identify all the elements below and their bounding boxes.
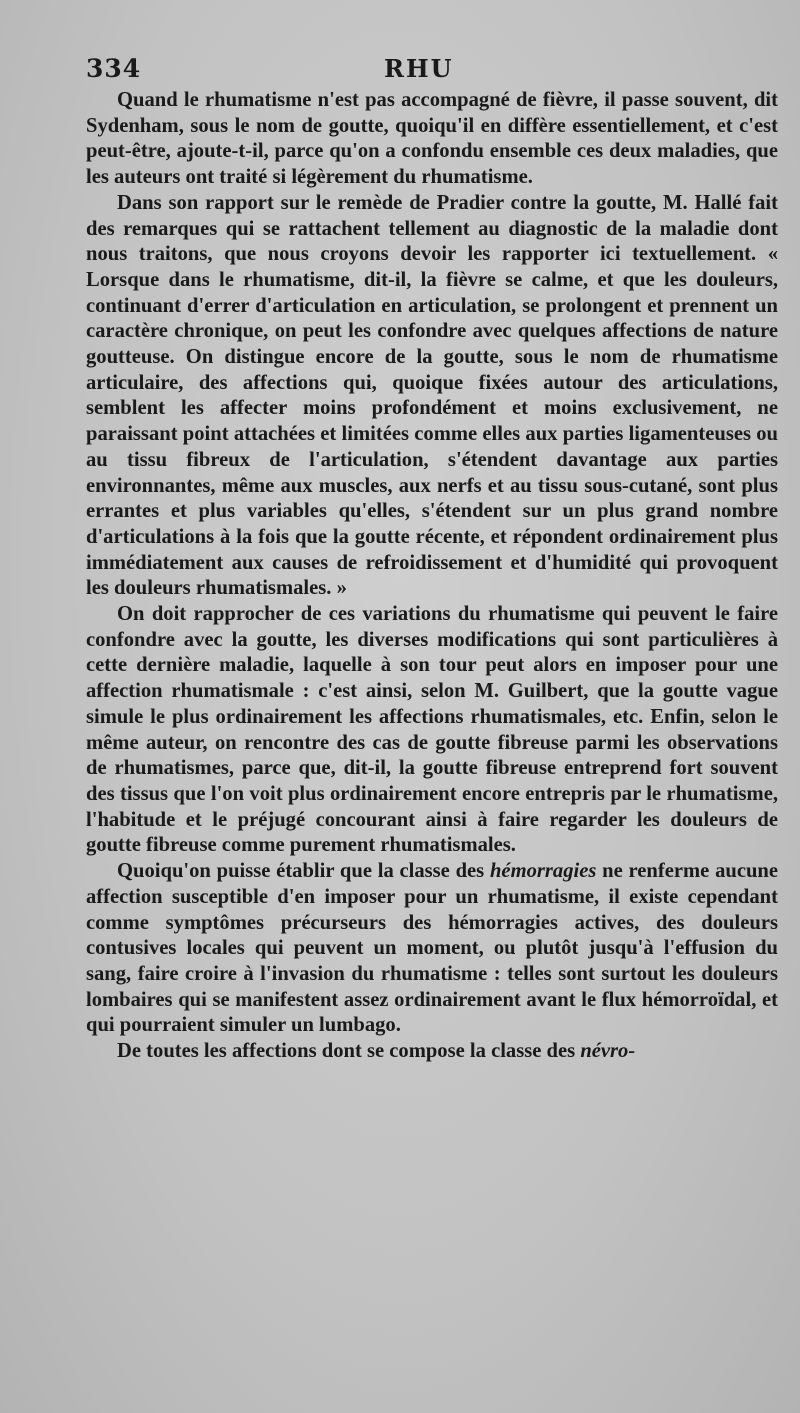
paragraph-5 (86, 1039, 778, 1065)
paragraph-2: Dans son rapport sur le remède de Pradier contre la goutte, M. Hallé fait des remarques qui se rattachent tellement au diagnostic de la maladie dont nous traitons, que nous croyons devoir les rapporter ici textuellement. « Lorsque dans le rhumatisme, dit-il, la fièvre se calme, et que les douleurs, continuant d'errer d'articulation en articulation, se prolongent et prennent un caractère chronique, on peut les confondre avec quelques affections de nature goutteuse. On distingue encore de la goutte, sous le nom de rhumatisme articulaire, des affections qui, quoique fixées autour des articulations, semblent les affecter moins profondément et moins exclusivement, ne paraissant point attachées et limitées comme elles aux parties ligamenteuses ou au tissu fibreux de l'articulation, s'étendent davantage aux parties environnantes, même aux muscles, aux nerfs et au tissu sous-cutané, sont plus errantes et plus variables qu'elles, s'étendent sur un plus grand nombre d'articulations à la fois que la goutte récente, et répondent ordinairement plus immédiatement aux causes de refroidissement et d'humidité qui provoquent les douleurs rhumatismales. » (86, 191, 778, 600)
running-head: RHU (384, 54, 454, 83)
paragraph-4-after: ne renferme aucune affection susceptible d'en imposer pour un rhumatisme, il existe cependant comme symptômes précurseurs des hémorragies actives, des douleurs contusives locales qui peuvent un moment, ou plutôt jusqu'à l'effusion du sang, faire croire à l'invasion du rhumatisme : telles sont surtout les douleurs lombaires qui se manifestent assez ordinairement avant le flux hémorroïdal, et qui pourraient simuler un lumbago. (86, 860, 779, 1037)
body-text (86, 88, 778, 1065)
paragraph-4-before: Quoiqu'on puisse établir que la classe des (117, 860, 490, 883)
paragraph-4-italic: hémorragies (489, 860, 597, 883)
page-number: 334 (86, 54, 142, 83)
paragraph-1: Quand le rhumatisme n'est pas accompagné de fièvre, il passe souvent, dit Sydenham, sous le nom de goutte, quoiqu'il en diffère essentiellement, et c'est peut-être, ajoute-t-il, parce qu'on a confondu ensemble ces deux maladies, que les auteurs ont traité si légèrement du rhumatisme. (86, 89, 778, 189)
paragraph-3: On doit rapprocher de ces variations du rhumatisme qui peuvent le faire confondre avec la goutte, les diverses modifications qui sont particulières à cette dernière maladie, laquelle à son tour peut alors en imposer pour une affection rhumatismale : c'est ainsi, selon M. Guilbert, que la goutte vague simule le plus ordinairement les affections rhumatismales, etc. Enfin, selon le même auteur, on rencontre des cas de goutte fibreuse parmi les observations de rhumatismes, parce que, dit-il, la goutte fibreuse entreprend fort souvent des tissus que l'on voit plus ordinairement encore entrepris par le rhumatisme, l'habitude et le préjugé concourant ainsi à faire regarder les douleurs de goutte fibreuse comme purement rhumatismales. (86, 603, 778, 857)
paragraph-4 (86, 859, 778, 1039)
page-header (86, 54, 776, 90)
paragraph-5-italic: névro- (580, 1040, 636, 1063)
paragraph-5-before: De toutes les affections dont se compose la classe des (117, 1040, 581, 1063)
